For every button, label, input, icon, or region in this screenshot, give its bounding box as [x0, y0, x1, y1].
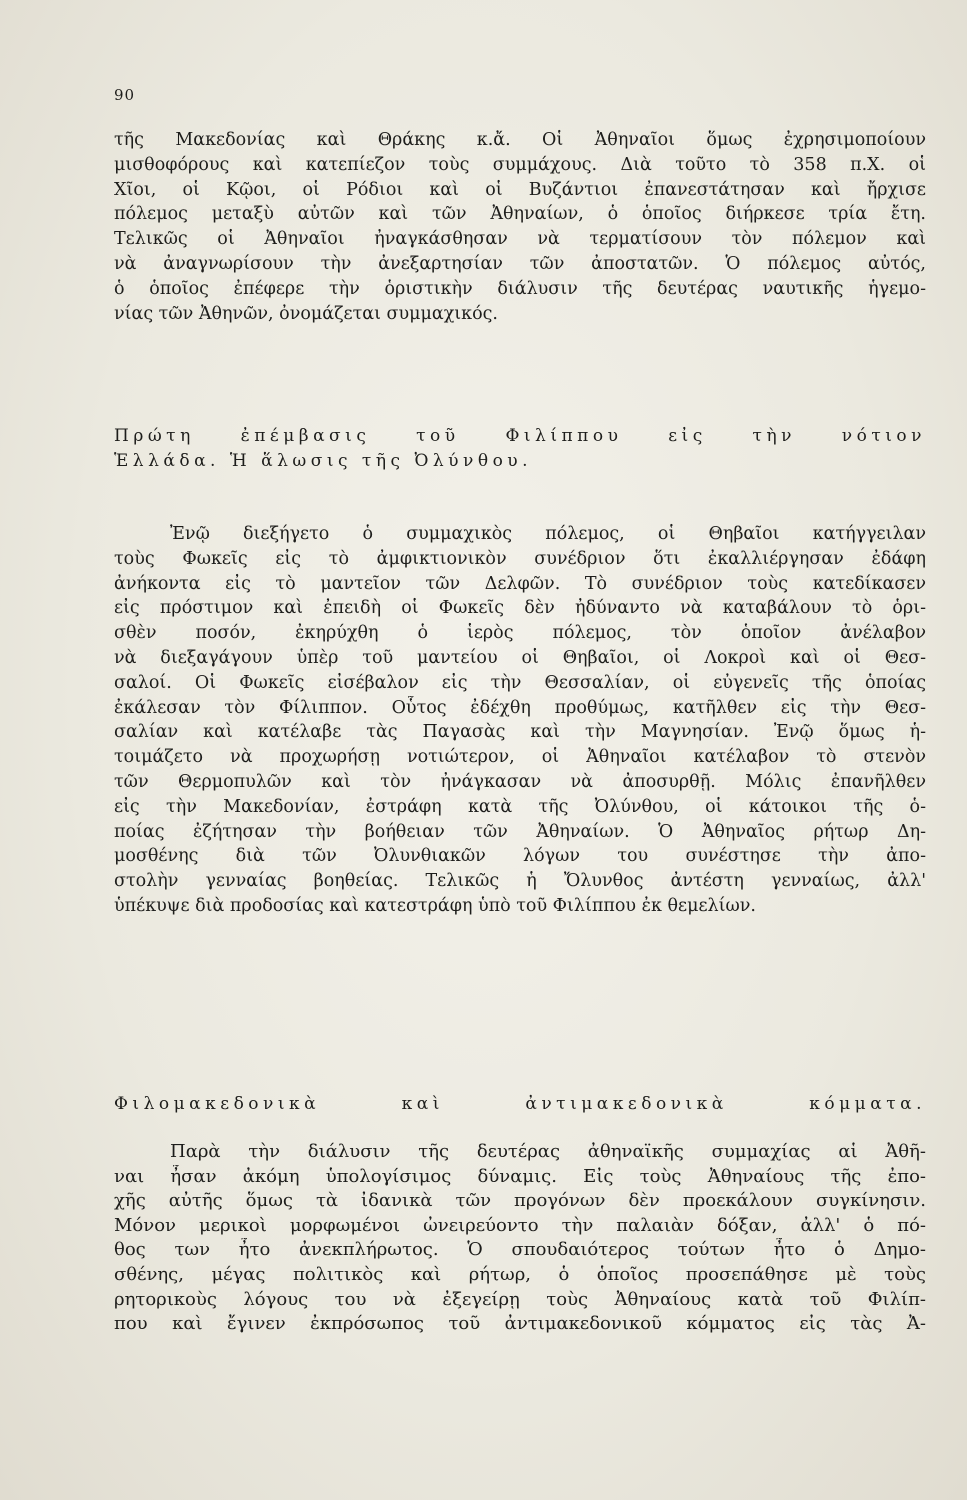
text-line: νὰ διεξαγάγουν ὑπὲρ τοῦ μαντείου οἱ Θηβαῖοι, οἱ Λοκροὶ καὶ οἱ Θεσ- [114, 647, 926, 668]
text-line: Ἐνῷ διεξήγετο ὁ συμμαχικὸς πόλεμος, οἱ Θηβαῖοι κατήγγειλαν [170, 524, 926, 544]
text-line: Μόνον μερικοὶ μορφωμένοι ὠνειρεύοντο τὴν παλαιὰν δόξαν, ἀλλ' ὁ πό- [114, 1214, 926, 1236]
text-line: μισθοφόρους καὶ κατεπίεζον τοὺς συμμάχους. Διὰ τοῦτο τὸ 358 π.Χ. οἱ [114, 154, 926, 175]
text-line: τῆς Μακεδονίας καὶ Θράκης κ.ἄ. Οἱ Ἀθηναῖοι ὅμως ἐχρησιμοποίουν [114, 130, 926, 150]
text-line: τοιμάζετο νὰ προχωρήσῃ νοτιώτερον, οἱ Ἀθηναῖοι κατέλαβον τὸ στενὸν [114, 747, 926, 768]
text-line: ἀνήκοντα εἰς τὸ μαντεῖον τῶν Δελφῶν. Τὸ συνέδριον τοὺς κατεδίκασεν [114, 573, 926, 594]
text-line: εἰς τὴν Μακεδονίαν, ἐστράφη κατὰ τῆς Ὀλύνθου, οἱ κάτοικοι τῆς ὁ- [114, 796, 926, 817]
text-line: πόλεμος μεταξὺ αὐτῶν καὶ τῶν Ἀθηναίων, ὁ ὁποῖος διήρκεσε τρία ἔτη. [114, 204, 926, 225]
text-line: που καὶ ἔγινεν ἐκπρόσωπος τοῦ ἀντιμακεδονικοῦ κόμματος εἰς τὰς Ἀ- [114, 1313, 926, 1335]
heading-line: Ἑλλάδα. Ἡ ἅλωσις τῆς Ὀλύνθου. [114, 450, 533, 471]
text-line: σθένης, μέγας πολιτικὸς καὶ ρήτωρ, ὁ ὁποῖος προσεπάθησε μὲ τοὺς [114, 1263, 926, 1285]
text-line: Χῖοι, οἱ Κῷοι, οἱ Ρόδιοι καὶ οἱ Βυζάντιοι ἐπανεστάτησαν καὶ ἤρχισε [114, 179, 926, 200]
text-line: εἰς πρόστιμον καὶ ἐπειδὴ οἱ Φωκεῖς δὲν ἠδύναντο νὰ καταβάλουν τὸ ὁρι- [114, 598, 926, 619]
heading-line: Φιλομακεδονικὰ καὶ ἀντιμακεδονικὰ κόμματα. [114, 1094, 926, 1114]
text-line: σθὲν ποσόν, ἐκηρύχθη ὁ ἱερὸς πόλεμος, τὸν ὁποῖον ἀνέλαβον [114, 623, 926, 644]
text-line: τοὺς Φωκεῖς εἰς τὸ ἀμφικτιονικὸν συνέδριον ὅτι ἐκαλλιέργησαν ἐδάφη [114, 548, 926, 569]
section-heading-parties [114, 1092, 926, 1117]
text-line: ἐκάλεσαν τὸν Φίλιππον. Οὗτος ἐδέχθη προθύμως, κατῆλθεν εἰς τὴν Θεσ- [114, 697, 926, 718]
text-line: νίας τῶν Ἀθηνῶν, ὀνομάζεται συμμαχικός. [114, 303, 498, 324]
text-line: Παρὰ τὴν διάλυσιν τῆς δευτέρας ἀθηναϊκῆς συμμαχίας αἱ Ἀθῆ- [170, 1141, 926, 1162]
text-line: ποίας ἐζήτησαν τὴν βοήθειαν τῶν Ἀθηναίων. Ὁ Ἀθηναῖος ρήτωρ Δη- [114, 821, 926, 842]
text-line: σαλίαν καὶ κατέλαβε τὰς Παγασὰς καὶ τὴν Μαγνησίαν. Ἐνῷ ὅμως ἡ- [114, 722, 926, 743]
paragraph-parties [114, 1140, 926, 1337]
paragraph-symmachikos-polemos [114, 128, 926, 326]
page-number: 90 [114, 86, 136, 104]
paragraph-sacred-war [114, 522, 926, 919]
text-line: ναι ἦσαν ἀκόμη ὑπολογίσιμος δύναμις. Εἰς τοὺς Ἀθηναίους τῆς ἐπο- [114, 1165, 926, 1187]
text-line: ρητορικοὺς λόγους του νὰ ἐξεγείρῃ τοὺς Ἀθηναίους κατὰ τοῦ Φιλίπ- [114, 1288, 926, 1310]
section-heading-philip-intervention [114, 424, 926, 474]
text-line: στολὴν γενναίας βοηθείας. Τελικῶς ἡ Ὄλυνθος ἀντέστη γενναίως, ἀλλ' [114, 871, 926, 892]
text-line: νὰ ἀναγνωρίσουν τὴν ἀνεξαρτησίαν τῶν ἀποστατῶν. Ὁ πόλεμος αὐτός, [114, 253, 926, 274]
text-line: μοσθένης διὰ τῶν Ὀλυνθιακῶν λόγων του συνέστησε τὴν ἀπο- [114, 846, 926, 867]
text-line: τῶν Θερμοπυλῶν καὶ τὸν ἠνάγκασαν νὰ ἀποσυρθῇ. Μόλις ἐπανῆλθεν [114, 771, 926, 792]
text-line: ὑπέκυψε διὰ προδοσίας καὶ κατεστράφη ὑπὸ τοῦ Φιλίππου ἐκ θεμελίων. [114, 895, 756, 916]
text-line: Τελικῶς οἱ Ἀθηναῖοι ἠναγκάσθησαν νὰ τερματίσουν τὸν πόλεμον καὶ [114, 229, 926, 250]
text-line: σαλοί. Οἱ Φωκεῖς εἰσέβαλον εἰς τὴν Θεσσαλίαν, οἱ εὐγενεῖς τῆς ὁποίας [114, 672, 926, 693]
text-line: χῆς αὐτῆς ὅμως τὰ ἰδανικὰ τῶν προγόνων δὲν προεκάλουν συγκίνησιν. [114, 1190, 926, 1212]
heading-line: Πρώτη ἐπέμβασις τοῦ Φιλίππου εἰς τὴν νότιον [114, 426, 926, 446]
text-line: ὁ ὁποῖος ἐπέφερε τὴν ὁριστικὴν διάλυσιν τῆς δευτέρας ναυτικῆς ἡγεμο- [114, 278, 926, 299]
text-line: θος των ἦτο ἀνεκπλήρωτος. Ὁ σπουδαιότερος τούτων ἦτο ὁ Δημο- [114, 1239, 926, 1261]
